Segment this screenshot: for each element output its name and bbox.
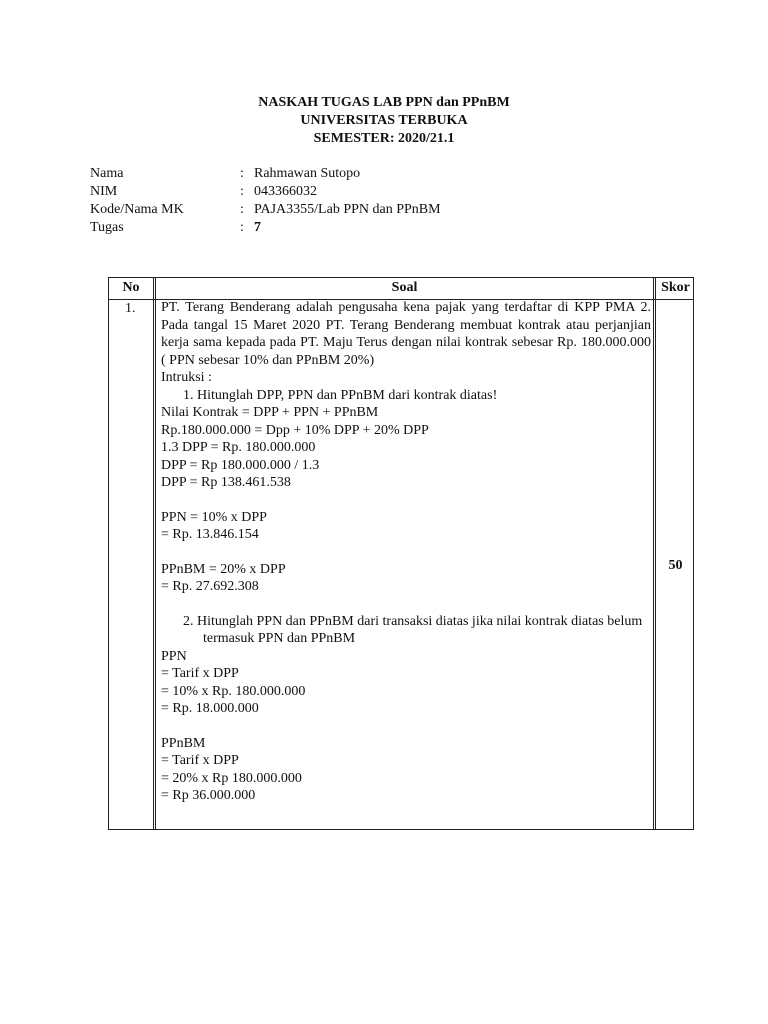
calc-line: = Tarif x DPP [161,753,239,768]
question-line: ( PPN sebesar 10% dan PPnBM 20%) [161,352,375,368]
question-cell [161,299,651,805]
spacer [161,544,651,561]
spacer [161,596,651,613]
info-colon: : [240,202,244,217]
info-colon: : [240,184,244,199]
header-soal: Soal [391,280,418,295]
calc-line: = Tarif x DPP [161,666,239,681]
university-name: UNIVERSITAS TERBUKA [300,113,468,128]
instruction-item-2-cont: termasuk PPN dan PPnBM [203,631,356,646]
info-value: Rahmawan Sutopo [254,166,361,181]
calc-line: = Rp. 13.846.154 [161,527,259,542]
instruction-item-1: 1. Hitunglah DPP, PPN dan PPnBM dari kontrak diatas! [183,387,498,403]
calc-line: DPP = Rp 138.461.538 [161,475,291,490]
calc-line: PPN [161,648,187,664]
info-value: 7 [254,220,261,235]
assignment-table [108,277,694,830]
table-header-row [109,278,693,300]
info-label: Kode/Nama MK [90,202,184,217]
calc-line: = 20% x Rp 180.000.000 [161,770,302,786]
info-label: NIM [90,184,118,199]
calc-line: 1.3 DPP = Rp. 180.000.000 [161,440,316,455]
calc-line: = 10% x Rp. 180.000.000 [161,683,306,699]
column-divider [653,278,656,829]
info-value: 043366032 [254,184,317,199]
info-label: Tugas [90,220,124,235]
info-row-nim [90,183,441,201]
info-row-kode-mk [90,201,441,219]
student-info [90,165,441,237]
info-colon: : [240,220,244,235]
row-number: 1. [125,301,136,316]
document-title: NASKAH TUGAS LAB PPN dan PPnBM [258,95,510,110]
column-divider [153,278,156,829]
calc-line: = Rp. 18.000.000 [161,701,259,716]
semester: SEMESTER: 2020/21.1 [313,131,455,146]
info-row-nama [90,165,441,183]
question-line: Intruksi : [161,370,212,385]
calc-line: PPN = 10% x DPP [161,509,267,525]
info-colon: : [240,166,244,181]
header-skor: Skor [661,280,690,295]
row-score: 50 [668,558,683,573]
info-row-tugas [90,219,441,237]
info-label: Nama [90,166,124,181]
calc-line: PPnBM [161,735,206,751]
instruction-item-2: 2. Hitunglah PPN dan PPnBM dari transaksi diatas jika nilai kontrak diatas belum [183,613,643,629]
calc-line: PPnBM = 20% x DPP [161,561,286,577]
calc-line: DPP = Rp 180.000.000 / 1.3 [161,457,320,473]
spacer [161,492,651,509]
question-line: kerja sama kepada pada PT. Maju Terus dengan nilai kontrak sebesar Rp. 180.000.000 [161,335,651,350]
document-header [0,94,768,148]
calc-line: = Rp 36.000.000 [161,788,256,803]
spacer [161,718,651,735]
header-no: No [122,280,140,295]
calc-line: Rp.180.000.000 = Dpp + 10% DPP + 20% DPP [161,422,429,438]
question-line: Pada tangal 15 Maret 2020 PT. Terang Benderang membuat kontrak atau perjanjian [161,317,651,333]
calc-line: Nilai Kontrak = DPP + PPN + PPnBM [161,405,379,420]
question-line: PT. Terang Benderang adalah pengusaha kena pajak yang terdaftar di KPP PMA 2. [161,300,651,315]
info-value: PAJA3355/Lab PPN dan PPnBM [254,202,441,217]
calc-line: = Rp. 27.692.308 [161,579,259,594]
